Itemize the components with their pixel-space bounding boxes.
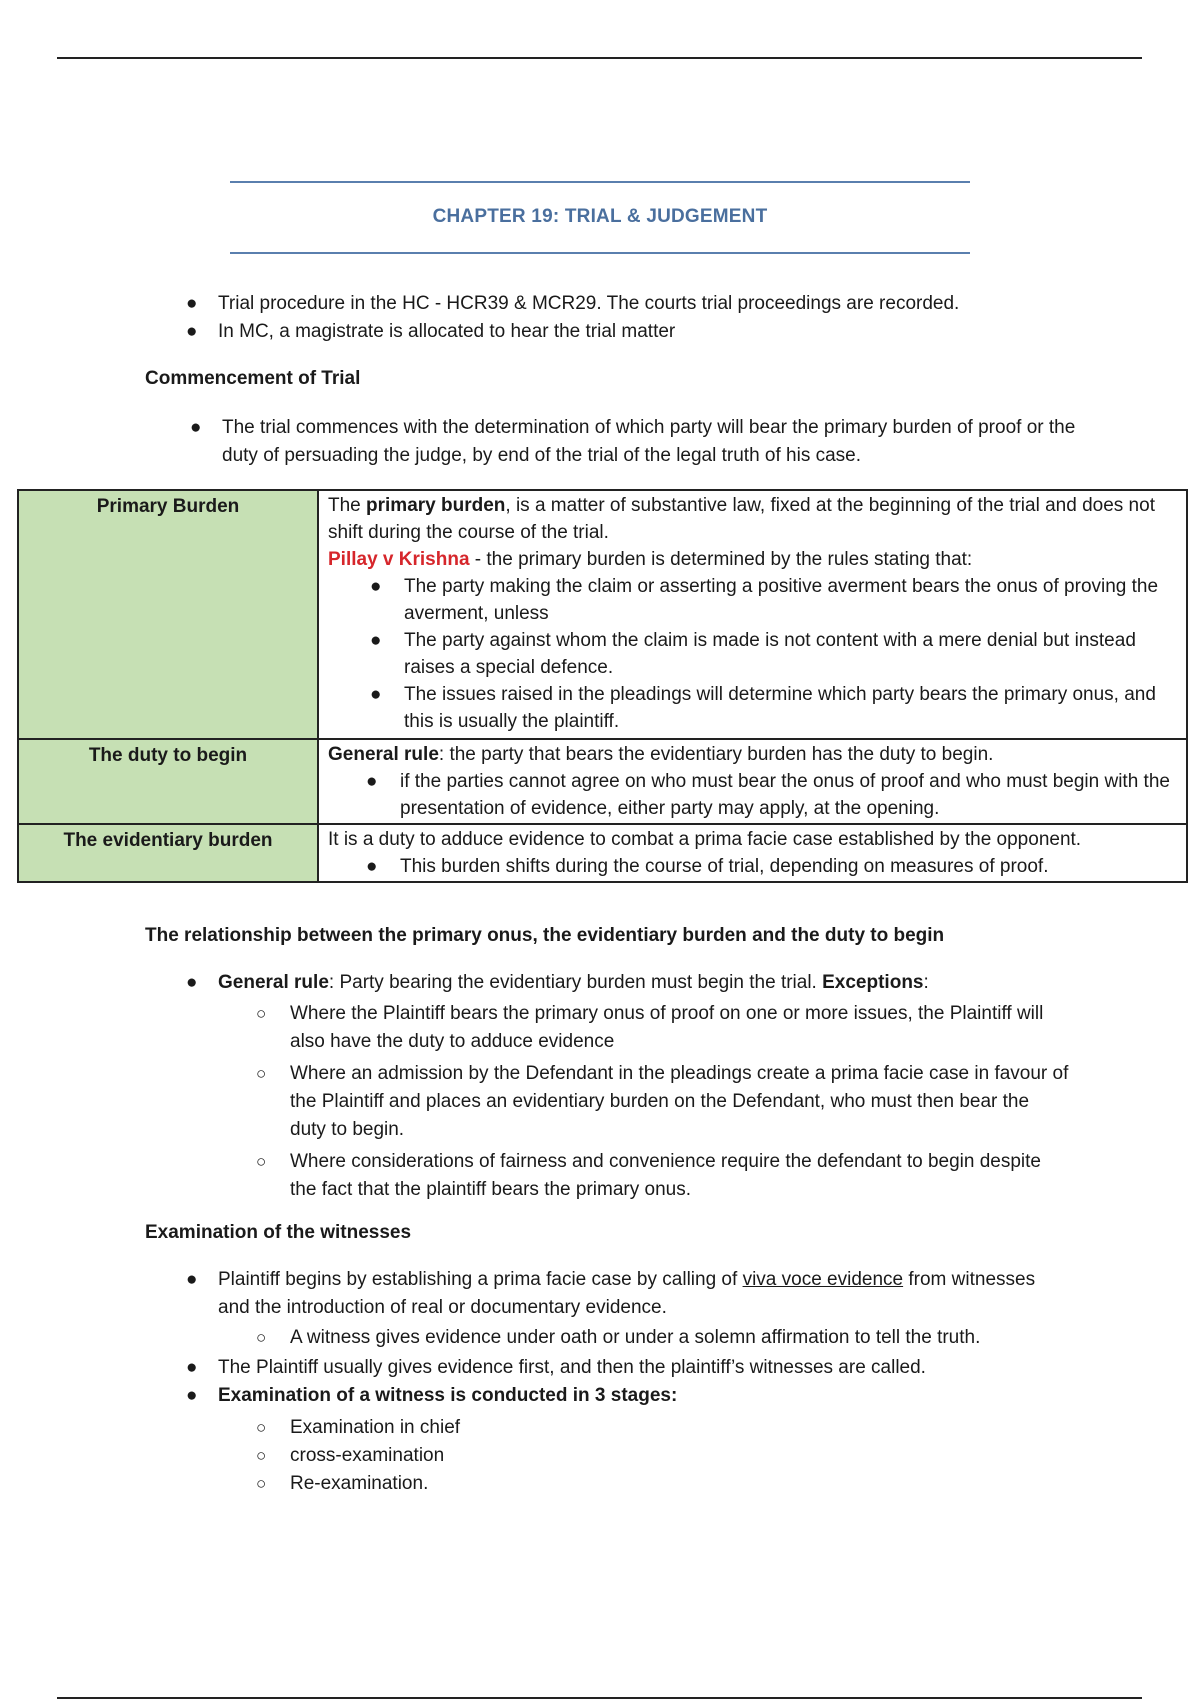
list-item: ● General rule: Party bearing the evidentiary burden must begin the trial. Exceptions: — [218, 969, 1098, 997]
list-item: ● The trial commences with the determination of which party will bear the primary burden of proof or the duty of persuading the judge, by end of the trial of the legal truth of his case. — [222, 414, 1082, 470]
circle-bullet-icon: ○ — [256, 1328, 267, 1347]
circle-bullet-icon: ○ — [256, 1064, 267, 1083]
examination-bullet-list — [186, 1266, 1048, 1322]
bullet-icon: ● — [370, 576, 382, 597]
list-item: ● if the parties cannot agree on who must bear the onus of proof and who must begin with the presentation of evidence, either party may apply, at the opening. — [400, 768, 1178, 822]
examination-stages-list — [256, 1414, 890, 1498]
bullet-icon: ● — [186, 1269, 198, 1290]
list-item: ● This burden shifts during the course of trial, depending on measures of proof. — [400, 853, 1178, 880]
relationship-bullet-list — [186, 969, 1098, 997]
case-name: Pillay v Krishna — [328, 549, 470, 570]
duty-to-begin-content: General rule: the party that bears the evidentiary burden has the duty to begin. ● if the parties cannot agree on who must bear the onus of proof and who must begin with the presentation of evidence, either party may apply, at the opening. — [318, 739, 1187, 824]
bullet-icon: ● — [366, 856, 378, 877]
list-item: ○ A witness gives evidence under oath or under a solemn affirmation to tell the truth. — [290, 1324, 1150, 1352]
list-item: ● The party against whom the claim is made is not content with a mere denial but instead raises a special defence. — [404, 627, 1178, 681]
primary-burden-rules — [328, 573, 1178, 735]
table-row — [18, 490, 1187, 739]
bullet-icon: ● — [190, 417, 202, 438]
list-item: ● Trial procedure in the HC - HCR39 & MCR29. The courts trial proceedings are recorded. — [218, 290, 1118, 318]
relationship-heading: The relationship between the primary onus, the evidentiary burden and the duty to begin — [145, 925, 945, 946]
table-row — [18, 739, 1187, 824]
list-item: ● In MC, a magistrate is allocated to hear the trial matter — [218, 318, 1118, 346]
bullet-icon: ● — [370, 630, 382, 651]
evidentiary-burden-list — [328, 853, 1178, 880]
duty-to-begin-label: The duty to begin — [18, 739, 318, 824]
title-top-rule — [230, 181, 970, 183]
circle-bullet-icon: ○ — [256, 1152, 267, 1171]
list-item: ● Plaintiff begins by establishing a prima facie case by calling of viva voce evidence from witnesses and the introduction of real or documentary evidence. — [218, 1266, 1048, 1322]
circle-bullet-icon: ○ — [256, 1446, 267, 1465]
list-item: ○ cross-examination — [290, 1442, 890, 1470]
primary-burden-intro: The primary burden, is a matter of substantive law, fixed at the beginning of the trial and does not shift during the course of the trial. — [328, 495, 1155, 543]
bullet-icon: ● — [186, 293, 198, 314]
list-item: ● Examination of a witness is conducted in 3 stages: — [218, 1382, 1118, 1410]
bullet-icon: ● — [366, 771, 378, 792]
table-row — [18, 824, 1187, 882]
primary-burden-case: Pillay v Krishna - the primary burden is determined by the rules stating that: — [328, 549, 973, 570]
bullet-icon: ● — [186, 972, 198, 993]
page-top-rule — [57, 57, 1142, 59]
list-item: ○ Examination in chief — [290, 1414, 890, 1442]
exceptions-list — [256, 1000, 1070, 1204]
examination-bullet-list-2 — [186, 1354, 1118, 1410]
circle-bullet-icon: ○ — [256, 1418, 267, 1437]
examination-sub-list — [256, 1324, 1150, 1352]
primary-burden-label: Primary Burden — [18, 490, 318, 739]
evidentiary-burden-label: The evidentiary burden — [18, 824, 318, 882]
examination-heading: Examination of the witnesses — [145, 1222, 412, 1243]
bullet-icon: ● — [186, 1385, 198, 1406]
title-bottom-rule — [230, 252, 970, 254]
list-item: ○ Re-examination. — [290, 1470, 890, 1498]
list-item: ● The issues raised in the pleadings will determine which party bears the primary onus, and this is usually the plaintiff. — [404, 681, 1178, 735]
circle-bullet-icon: ○ — [256, 1004, 267, 1023]
list-item: ○ Where the Plaintiff bears the primary onus of proof on one or more issues, the Plaintiff will also have the duty to adduce evidence — [290, 1000, 1070, 1056]
bullet-icon: ● — [370, 684, 382, 705]
list-item: ○ Where considerations of fairness and convenience require the defendant to begin despite the fact that the plaintiff bears the primary onus. — [290, 1148, 1070, 1204]
intro-bullet-list — [186, 290, 1118, 346]
primary-burden-content — [318, 490, 1187, 739]
chapter-title: CHAPTER 19: TRIAL & JUDGEMENT — [432, 206, 768, 227]
list-item: ● The Plaintiff usually gives evidence first, and then the plaintiff’s witnesses are called. — [218, 1354, 1118, 1382]
list-item: ○ Where an admission by the Defendant in the pleadings create a prima facie case in favour of the Plaintiff and places an evidentiary burden on the Defendant, who must then bear the duty to begin. — [290, 1060, 1070, 1144]
bullet-icon: ● — [186, 1357, 198, 1378]
circle-bullet-icon: ○ — [256, 1474, 267, 1493]
list-item: ● The party making the claim or asserting a positive averment bears the onus of proving the averment, unless — [404, 573, 1178, 627]
bullet-icon: ● — [186, 321, 198, 342]
commencement-heading: Commencement of Trial — [145, 368, 361, 389]
burden-table — [17, 489, 1188, 883]
evidentiary-burden-content: It is a duty to adduce evidence to combat a prima facie case established by the opponent. ● This burden shifts during the course of trial, depending on measures of proof. — [318, 824, 1187, 882]
page-bottom-rule — [57, 1697, 1142, 1699]
duty-to-begin-list — [328, 768, 1178, 822]
commencement-bullet-list — [190, 414, 1082, 470]
